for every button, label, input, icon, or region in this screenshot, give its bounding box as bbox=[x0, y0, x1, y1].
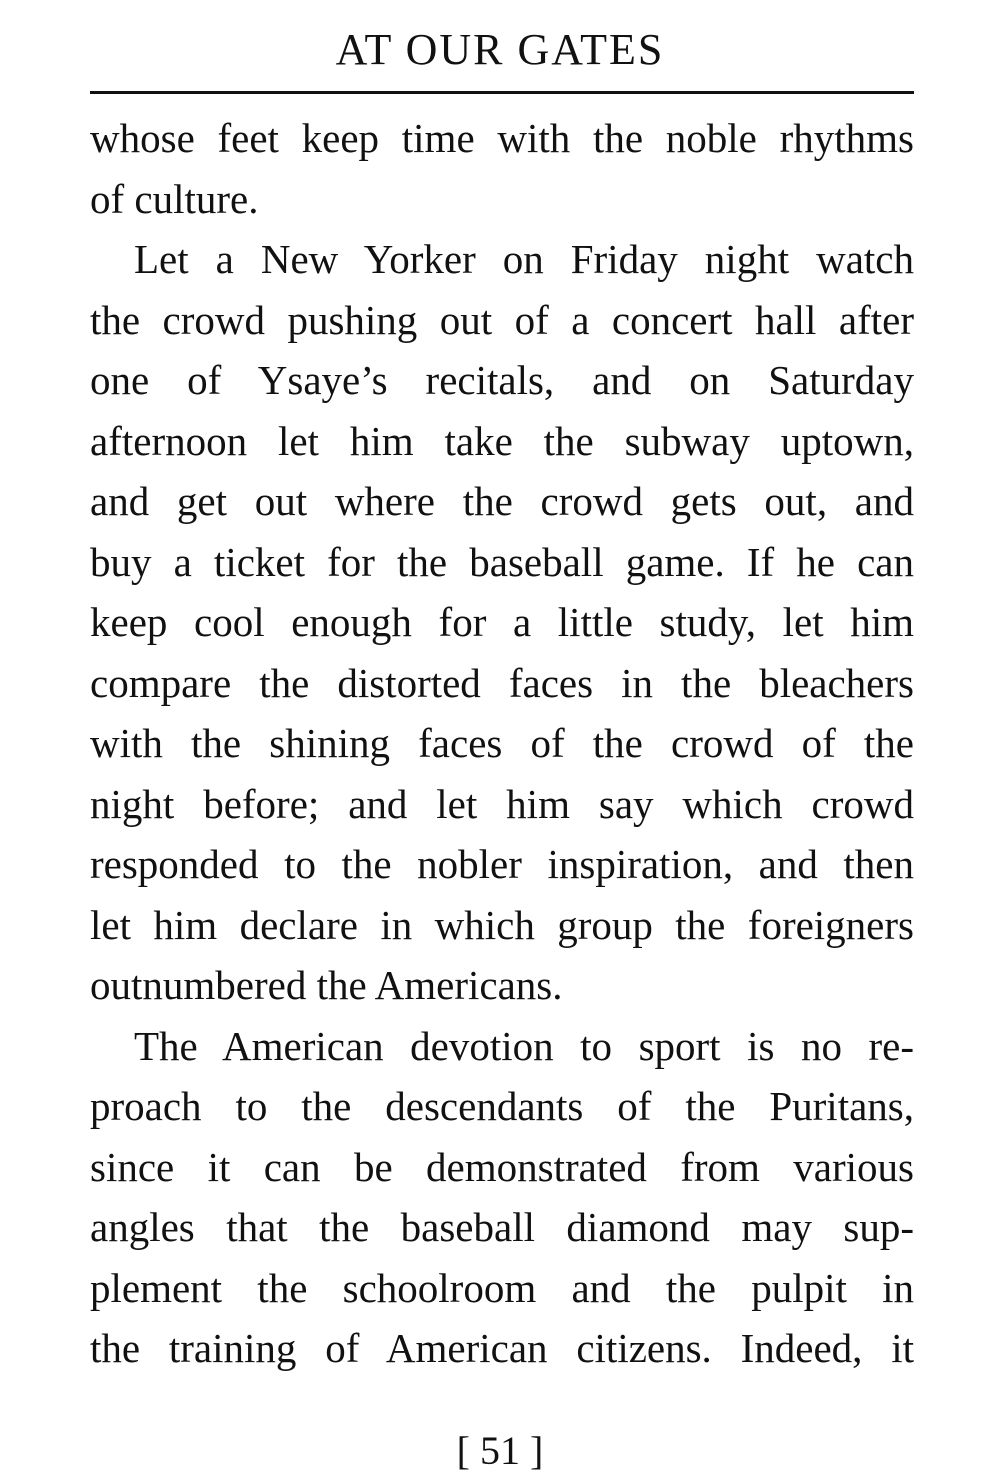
text-line: one of Ysaye’s recitals, and on Saturday bbox=[90, 357, 914, 403]
text-line: plement the schoolroom and the pulpit in bbox=[90, 1264, 914, 1311]
text-line: since it can be demonstrated from various bbox=[90, 1143, 914, 1190]
text-line: and get out where the crowd gets out, and bbox=[90, 478, 914, 524]
text-line: buy a ticket for the baseball game. If he can bbox=[90, 538, 914, 585]
text-line: Let a New Yorker on Friday night watch bbox=[134, 236, 914, 282]
header-rule bbox=[90, 91, 914, 94]
text-line: The American devotion to sport is no re- bbox=[134, 1022, 914, 1069]
text-line: the crowd pushing out of a concert hall after bbox=[90, 296, 914, 343]
page-number: [ 51 ] bbox=[456, 1428, 544, 1473]
body-text bbox=[90, 108, 914, 1379]
text-line: of culture. bbox=[90, 175, 259, 222]
running-head: AT OUR GATES bbox=[335, 25, 665, 74]
text-line: keep cool enough for a little study, let him bbox=[90, 599, 914, 645]
text-line: afternoon let him take the subway uptown, bbox=[90, 417, 914, 464]
text-line: night before; and let him say which crowd bbox=[90, 780, 914, 827]
text-line: outnumbered the Americans. bbox=[90, 962, 563, 1008]
text-line: with the shining faces of the crowd of the bbox=[90, 720, 914, 766]
text-line: let him declare in which group the foreigners bbox=[90, 901, 914, 948]
text-line: responded to the nobler inspiration, and then bbox=[90, 841, 914, 887]
text-line: the training of American citizens. Indeed, it bbox=[90, 1325, 914, 1371]
text-line: proach to the descendants of the Puritans, bbox=[90, 1083, 914, 1129]
text-line: angles that the baseball diamond may sup- bbox=[90, 1204, 914, 1250]
text-line: whose feet keep time with the noble rhythms bbox=[90, 115, 914, 161]
text-line: compare the distorted faces in the bleachers bbox=[90, 659, 914, 706]
